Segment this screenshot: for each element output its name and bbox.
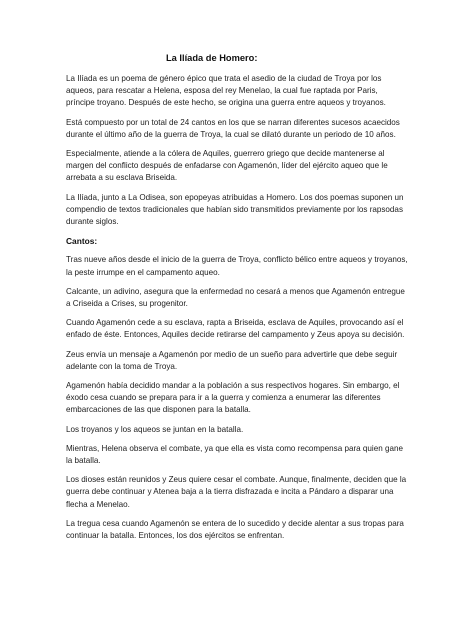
canto-paragraph: Cuando Agamenón cede a su esclava, rapta a Briseida, esclava de Aquiles, provocando así el enfado de éste. Entonces, Aquiles decide retirarse del campamento y Zeus apoya su decisión. (66, 318, 405, 340)
canto-paragraph: Los troyanos y los aqueos se juntan en la batalla. (66, 424, 244, 434)
canto-paragraph: Calcante, un adivino, asegura que la enfermedad no cesará a menos que Agamenón entregue a Criseida a Crises, su progenitor. (66, 286, 405, 309)
canto-paragraph: Agamenón había decidido mandar a la población a sus respectivos hogares. Sin embargo, el éxodo cesa cuando se prepara para ir a la guerra y comienza a enumerar las diferentes embarcaciones de las que disponen para la batalla. (66, 381, 400, 415)
canto-paragraph: Mientras, Helena observa el combate, ya que ella es vista como recompensa para quien gane la batalla. (66, 443, 403, 466)
document-title: La Ilíada de Homero: (166, 53, 258, 63)
intro-paragraph: La Ilíada es un poema de género épico que trata el asedio de la ciudad de Troya por los aqueos, para rescatar a Helena, esposa del rey Menelao, la cual fue raptada por Paris, príncipe troyano. Después de este hecho, se origina una guerra entre aqueos y troyanos. (66, 74, 386, 108)
canto-paragraph: Los dioses están reunidos y Zeus quiere cesar el combate. Aunque, finalmente, deciden que la guerra debe continuar y Atenea baja a la tierra disfrazada e incita a Pándaro a disparar una flecha a Menelao. (66, 475, 407, 509)
canto-paragraph: Zeus envía un mensaje a Agamenón por medio de un sueño para advertirle que debe seguir adelante con la toma de Troya. (66, 349, 398, 371)
document-body (66, 52, 408, 549)
intro-paragraph: Está compuesto por un total de 24 cantos en los que se narran diferentes sucesos acaecidos durante el último año de la guerra de Troya, la cual se dilató durante un periodo de 10 años. (66, 117, 400, 139)
intro-paragraph: Especialmente, atiende a la cólera de Aquiles, guerrero griego que decide mantenerse al margen del conflicto después de enfadarse con Agamenón, líder del ejército aqueo que le arrebata a su esclava Briseida. (66, 149, 388, 183)
canto-paragraph: La tregua cesa cuando Agamenón se entera de lo sucedido y decide alentar a sus tropas para continuar la batalla. Entonces, los dos ejércitos se enfrentan. (66, 518, 404, 541)
canto-paragraph: Tras nueve años desde el inicio de la guerra de Troya, conflicto bélico entre aqueos y troyanos, la peste irrumpe en el campamento aqueo. (66, 255, 408, 277)
intro-paragraph: La Ilíada, junto a La Odisea, son epopeyas atribuidas a Homero. Los dos poemas suponen un compendio de textos tradicionales que habían sido transmitidos previamente por los rapsodas durante siglos. (66, 192, 404, 227)
cantos-heading: Cantos: (66, 236, 98, 247)
